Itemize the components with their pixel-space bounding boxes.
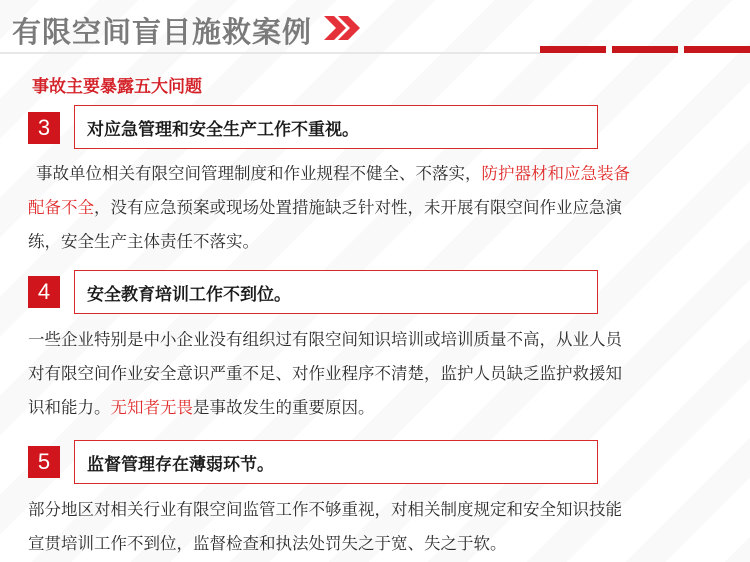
section-heading: 安全教育培训工作不到位。 [74, 270, 598, 314]
paragraph-line: 宣贯培训工作不到位，监督检查和执法处罚失之于宽、失之于软。 [28, 534, 507, 553]
paragraph-text: 事故单位相关有限空间管理制度和作业规程不健全、不落实， [36, 164, 482, 183]
paragraph-line: 部分地区对相关行业有限空间监管工作不够重视，对相关制度规定和安全知识技能 [28, 500, 622, 519]
section-subtitle: 事故主要暴露五大问题 [32, 77, 202, 97]
paragraph-line [28, 191, 740, 225]
section-paragraph [28, 323, 740, 425]
paragraph-text: 识和能力。 [28, 398, 111, 417]
section-heading: 监督管理存在薄弱环节。 [74, 440, 598, 484]
section-heading: 对应急管理和安全生产工作不重视。 [74, 105, 598, 149]
paragraph-text: 是事故发生的重要原因。 [193, 398, 375, 417]
paragraph-line: 一些企业特别是中小企业没有组织过有限空间知识培训或培训质量不高，从业人员 [28, 330, 622, 349]
highlighted-text: 配备不全 [28, 198, 94, 217]
header-accent-bar [684, 46, 750, 53]
double-chevron-right-icon [322, 14, 364, 42]
section-paragraph [28, 493, 740, 561]
paragraph-text: ，没有应急预案或现场处置措施缺乏针对性，未开展有限空间作业应急演 [94, 198, 622, 217]
section-number-badge: 4 [28, 276, 60, 308]
paragraph-line: 对有限空间作业安全意识严重不足、对作业程序不清楚，监护人员缺乏监护救援知 [28, 364, 622, 383]
highlighted-text: 无知者无畏 [110, 398, 193, 417]
section-number-badge: 5 [28, 446, 60, 478]
highlighted-text: 防护器材和应急装备 [481, 164, 630, 183]
section-paragraph [28, 157, 740, 259]
paragraph-line: 练，安全生产主体责任不落实。 [28, 232, 259, 251]
header-accent-bar [612, 46, 678, 53]
paragraph-line [28, 157, 740, 191]
section-number-badge: 3 [28, 112, 60, 144]
paragraph-line [28, 391, 740, 425]
page-title: 有限空间盲目施救案例 [12, 15, 313, 49]
header-accent-bar [540, 46, 606, 53]
header-divider [0, 52, 540, 54]
